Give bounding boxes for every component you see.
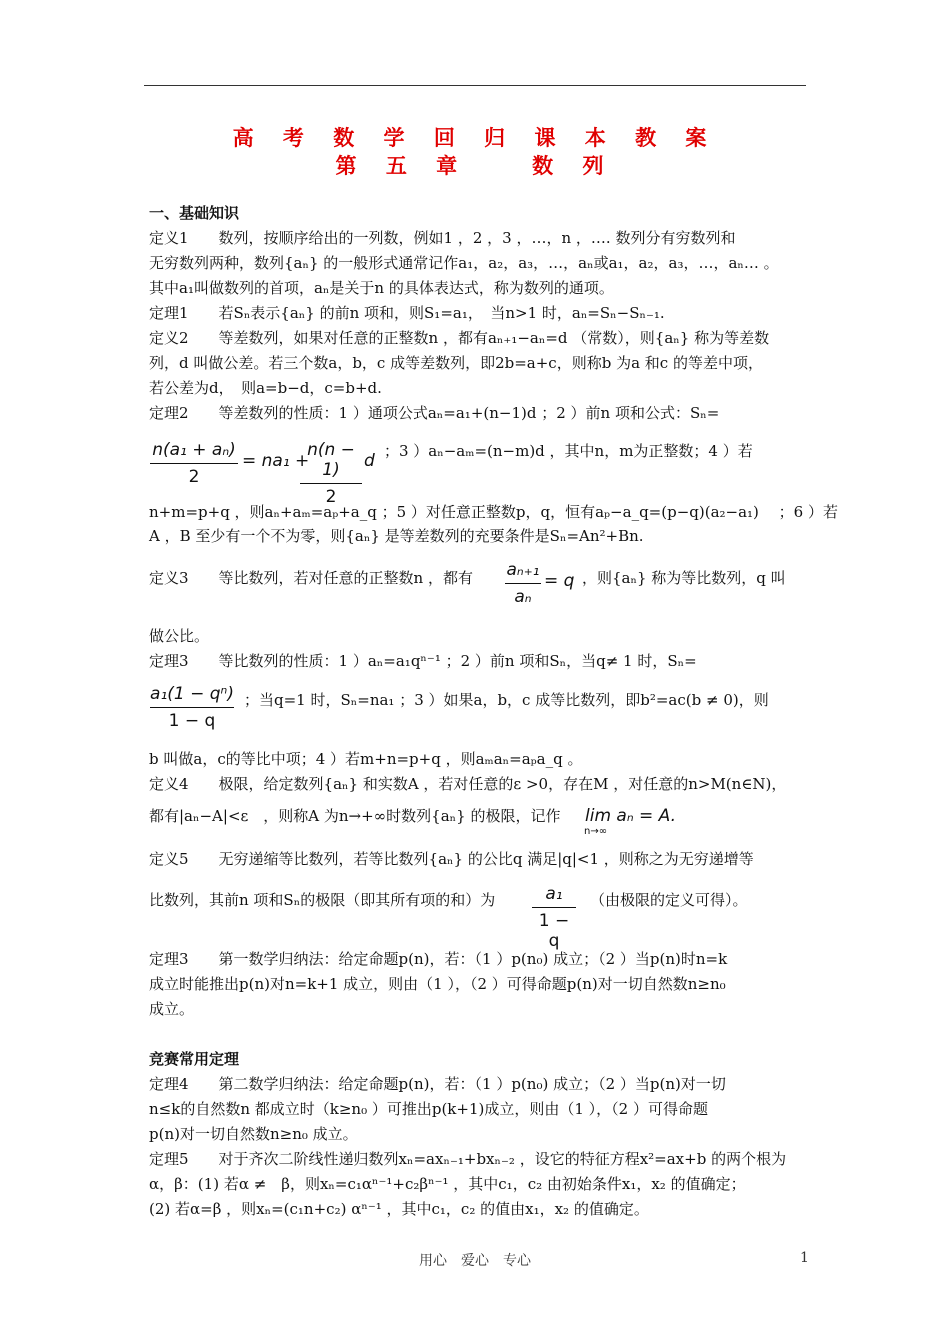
text-line: 成立时能推出p(n)对n=k+1 成立，则由（1 ），（2 ）可得命题p(n)对一切自然数n≥n₀ (149, 975, 726, 993)
ratio-equals-q: = q (544, 571, 575, 591)
text-line: 做公比。 (149, 627, 210, 645)
text-line: n+m=p+q ，则aₙ+aₘ=aₚ+a_q ；5 ）对任意正整数p，q，恒有aₚ−a_q=(p−q)(a₂−a₁) ；6 ）若 (149, 503, 838, 521)
text-line: 若公差为d， 则a=b−d，c=b+d. (149, 379, 382, 397)
text-line: (2) 若α=β ，则xₙ=(c₁n+c₂) αⁿ⁻¹ ，其中c₁，c₂ 的值由x₁，x₂ 的值确定。 (149, 1200, 649, 1218)
text-line: （由极限的定义可得）。 (590, 891, 748, 909)
text-line: 定义3 等比数列，若对任意的正整数n ，都有 (149, 569, 473, 587)
section-heading-competition: 竞赛常用定理 (149, 1050, 240, 1068)
sn-middle-term: = na₁ + (242, 451, 310, 471)
fraction-numerator: n(a₁ + aₙ) (152, 440, 236, 460)
text-line: 定义4 极限，给定数列{aₙ} 和实数A ，若对任意的ε >0，存在M ，对任意的n>M(n∈N)， (149, 775, 787, 793)
sn-fraction-1 (150, 440, 238, 487)
text-line: 定理5 对于齐次二阶线性递归数列xₙ=axₙ₋₁+bxₙ₋₂ ，设它的特征方程x²=ax+b 的两个根为 (149, 1150, 787, 1168)
text-line: 定理1 若Sₙ表示{aₙ} 的前n 项和，则S₁=a₁， 当n>1 时，aₙ=Sₙ−Sₙ₋₁. (149, 304, 665, 322)
text-line: 列，d 叫做公差。若三个数a，b，c 成等差数列，即2b=a+c，则称b 为a 和c 的等差中项， (149, 354, 763, 372)
section-heading-basics: 一、基础知识 (149, 204, 240, 222)
fraction-denominator: 1 − q (168, 711, 216, 731)
fraction-bar (505, 583, 541, 584)
text-line: 成立。 (149, 1000, 195, 1018)
text-line: 都有|aₙ−A|<ε ，则称A 为n→+∞时数列{aₙ} 的极限，记作 (149, 807, 561, 825)
text-line: ，则{aₙ} 称为等比数列，q 叫 (582, 569, 786, 587)
text-line: n≤k的自然数n 都成立时（k≥n₀ ）可推出p(k+1)成立，则由（1 ），（2 ）可得命题 (149, 1100, 708, 1118)
text-line: A ，B 至少有一个不为零，则{aₙ} 是等差数列的充要条件是Sₙ=An²+Bn. (149, 527, 644, 545)
text-line: 无穷数列两种，数列{aₙ} 的一般形式通常记作a₁，a₂，a₃，…，aₙ或a₁，a₂，a₃，…，aₙ… 。 (149, 254, 779, 272)
text-line: b 叫做a，c的等比中项；4 ）若m+n=p+q ，则aₘaₙ=aₚa_q 。 (149, 750, 583, 768)
fraction-numerator: a₁ (545, 884, 563, 904)
infinite-sum-fraction (532, 884, 576, 951)
text-line: ；当q=1 时，Sₙ=na₁ ；3 ）如果a，b，c 成等比数列，即b²=ac(b ≠ 0)，则 (244, 691, 769, 709)
fraction-numerator: a₁(1 − qⁿ) (150, 684, 234, 704)
text-line: 定义1 数列，按顺序给出的一列数，例如1 ，2 ，3 ，…，n ，…. 数列分有穷数列和 (149, 229, 736, 247)
document-subtitle: 第 五 章 数 列 (335, 154, 615, 178)
page-footer: 用心 爱心 专心 (419, 1253, 531, 1269)
text-line: α，β：(1) 若α ≠ β，则xₙ=c₁αⁿ⁻¹+c₂βⁿ⁻¹ ，其中c₁，c₂ 由初始条件x₁，x₂ 的值确定； (149, 1175, 746, 1193)
text-line: 其中a₁叫做数列的首项，aₙ是关于n 的具体表达式，称为数列的通项。 (149, 279, 614, 297)
fraction-bar (150, 707, 234, 708)
fraction-bar (300, 483, 362, 484)
page-number: 1 (800, 1250, 809, 1266)
fraction-denominator: 2 (188, 467, 200, 487)
sn-fraction-2 (300, 440, 362, 507)
text-line: 定理3 第一数学归纳法：给定命题p(n)，若：（1 ）p(n₀) 成立；（2 ）当p(n)时n=k (149, 950, 728, 968)
fraction-denominator: 2 (325, 487, 337, 507)
text-line: p(n)对一切自然数n≥n₀ 成立。 (149, 1125, 358, 1143)
text-line: 定义5 无穷递缩等比数列，若等比数列{aₙ} 的公比q 满足|q|<1 ，则称之为无穷递增等 (149, 850, 754, 868)
fraction-bar (150, 463, 238, 464)
fraction-bar (532, 907, 576, 908)
text-line: ；3 ）aₙ−aₘ=(n−m)d ，其中n，m为正整数；4 ）若 (384, 442, 753, 460)
document-title: 高 考 数 学 回 归 课 本 教 案 (232, 126, 718, 150)
geometric-sum-fraction (150, 684, 234, 731)
sn-d-term: d (364, 451, 375, 471)
fraction-denominator: aₙ (514, 587, 532, 607)
limit-subscript: n→∞ (584, 826, 608, 837)
text-line: 定理2 等差数列的性质：1 ）通项公式aₙ=a₁+(n−1)d ；2 ）前n 项和公式：Sₙ= (149, 404, 720, 422)
fraction-numerator: aₙ₊₁ (506, 560, 540, 580)
text-line: 定理4 第二数学归纳法：给定命题p(n)，若：（1 ）p(n₀) 成立；（2 ）当p(n)对一切 (149, 1075, 726, 1093)
text-line: 定理3 等比数列的性质：1 ）aₙ=a₁qⁿ⁻¹ ；2 ）前n 项和Sₙ，当q≠ 1 时，Sₙ= (149, 652, 697, 670)
header-rule (144, 85, 806, 86)
ratio-fraction (505, 560, 541, 607)
text-line: 定义2 等差数列，如果对任意的正整数n ，都有aₙ₊₁−aₙ=d （常数），则{aₙ} 称为等差数 (149, 329, 770, 347)
text-line: 比数列，其前n 项和Sₙ的极限（即其所有项的和）为 (149, 891, 496, 909)
fraction-denominator: 1 − q (538, 911, 570, 951)
limit-expression: lim aₙ = A. (585, 806, 677, 826)
fraction-numerator: n(n − 1) (307, 440, 355, 480)
